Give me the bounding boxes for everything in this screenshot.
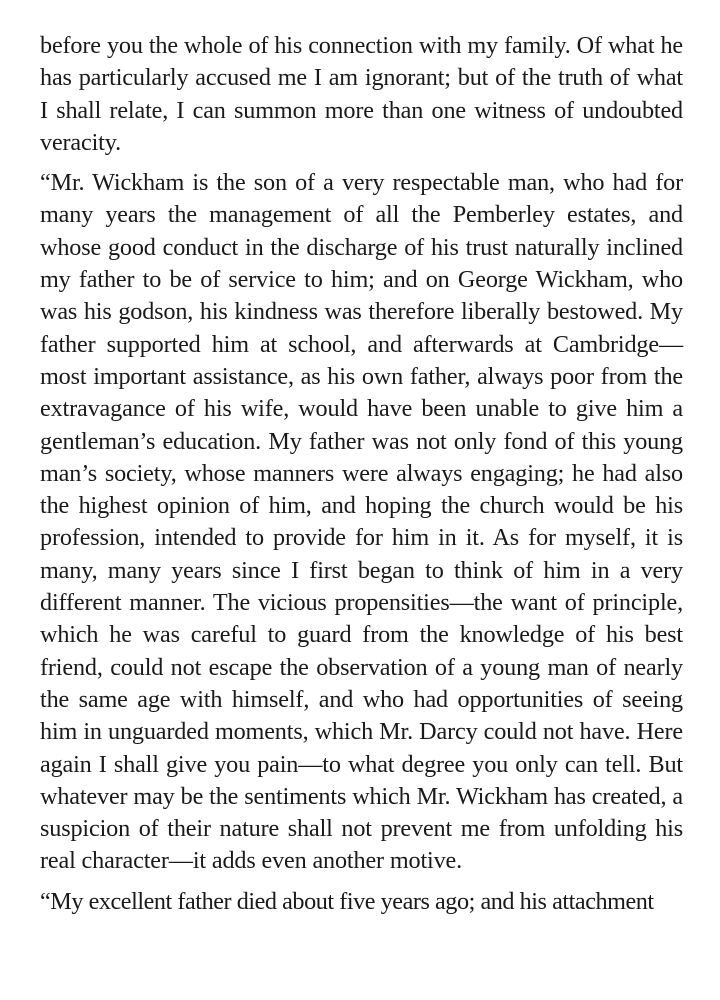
paragraph-1: before you the whole of his connection with my family. Of what he has particularly accused me I am ignorant; but of the truth of what I shall relate, I can summon more than one witness of undoubted veracity. [40, 32, 683, 156]
paragraph-2: “Mr. Wickham is the son of a very respectable man, who had for many years the management of all the Pemberley estates, and whose good conduct in the discharge of his trust naturally inclined my father to be of service to him; and on George Wickham, who was his godson, his kindness was therefore liberally bestowed. My father supported him at school, and afterwards at Cambridge—most important assistance, as his own father, always poor from the extravagance of his wife, would have been unable to give him a gentleman’s education. My father was not only fond of this young man’s society, whose manners were always engaging; he had also the highest opinion of him, and hoping the church would be his profession, intended to provide for him in it. As for myself, it is many, many years since I first began to think of him in a very different manner. The vicious propensities—the want of principle, which he was careful to guard from the knowledge of his best friend, could not escape the observation of a young man of nearly the same age with himself, and who had opportunities of seeing him in unguarded moments, which Mr. Darcy could not have. Here again I shall give you pain—to what degree you only can tell. But whatever may be the sentiments which Mr. Wickham has created, a suspicion of their nature shall not prevent me from unfolding his real character—it adds even another motive. [40, 169, 683, 875]
book-page [40, 30, 683, 918]
paragraph-3: “My excellent father died about five years ago; and his attachment [40, 887, 654, 915]
